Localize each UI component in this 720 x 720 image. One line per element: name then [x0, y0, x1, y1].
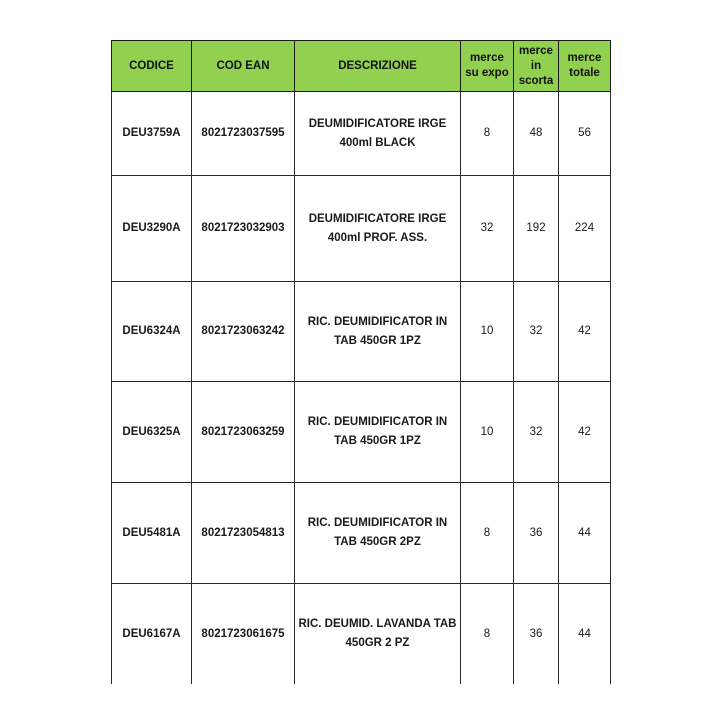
cell-descrizione: RIC. DEUMIDIFICATOR IN TAB 450GR 1PZ: [295, 282, 461, 382]
cell-scorta: 32: [514, 382, 559, 483]
cell-expo: 8: [461, 584, 514, 685]
cell-expo: 10: [461, 282, 514, 382]
header-cod-ean: COD EAN: [192, 41, 295, 92]
cell-totale: 44: [559, 483, 611, 584]
cell-codice: DEU5481A: [112, 483, 192, 584]
table-row: [112, 382, 611, 483]
header-merce-totale: merce totale: [559, 41, 611, 92]
cell-codice: DEU3290A: [112, 176, 192, 282]
table-row: [112, 282, 611, 382]
cell-expo: 32: [461, 176, 514, 282]
cell-expo: 10: [461, 382, 514, 483]
cell-ean: 8021723037595: [192, 92, 295, 176]
cell-descrizione: DEUMIDIFICATORE IRGE 400ml BLACK: [295, 92, 461, 176]
cell-scorta: 36: [514, 584, 559, 685]
cell-codice: DEU6167A: [112, 584, 192, 685]
table-row: [112, 584, 611, 685]
table-row: [112, 483, 611, 584]
cell-codice: DEU6324A: [112, 282, 192, 382]
cell-totale: 224: [559, 176, 611, 282]
cell-ean: 8021723063242: [192, 282, 295, 382]
table-row: [112, 176, 611, 282]
cell-codice: DEU3759A: [112, 92, 192, 176]
stock-table: [111, 40, 611, 684]
cell-scorta: 192: [514, 176, 559, 282]
cell-ean: 8021723032903: [192, 176, 295, 282]
header-descrizione: DESCRIZIONE: [295, 41, 461, 92]
header-row: [112, 41, 611, 92]
cell-expo: 8: [461, 92, 514, 176]
cell-descrizione: DEUMIDIFICATORE IRGE 400ml PROF. ASS.: [295, 176, 461, 282]
cell-scorta: 32: [514, 282, 559, 382]
cell-totale: 56: [559, 92, 611, 176]
cell-descrizione: RIC. DEUMID. LAVANDA TAB 450GR 2 PZ: [295, 584, 461, 685]
cell-scorta: 36: [514, 483, 559, 584]
cell-descrizione: RIC. DEUMIDIFICATOR IN TAB 450GR 2PZ: [295, 483, 461, 584]
cell-scorta: 48: [514, 92, 559, 176]
cell-totale: 44: [559, 584, 611, 685]
cell-totale: 42: [559, 282, 611, 382]
cell-ean: 8021723054813: [192, 483, 295, 584]
cell-totale: 42: [559, 382, 611, 483]
cell-ean: 8021723063259: [192, 382, 295, 483]
cell-codice: DEU6325A: [112, 382, 192, 483]
table-row: [112, 92, 611, 176]
header-merce-expo: merce su expo: [461, 41, 514, 92]
cell-descrizione: RIC. DEUMIDIFICATOR IN TAB 450GR 1PZ: [295, 382, 461, 483]
header-codice: CODICE: [112, 41, 192, 92]
cell-expo: 8: [461, 483, 514, 584]
header-merce-scorta: merce in scorta: [514, 41, 559, 92]
cell-ean: 8021723061675: [192, 584, 295, 685]
